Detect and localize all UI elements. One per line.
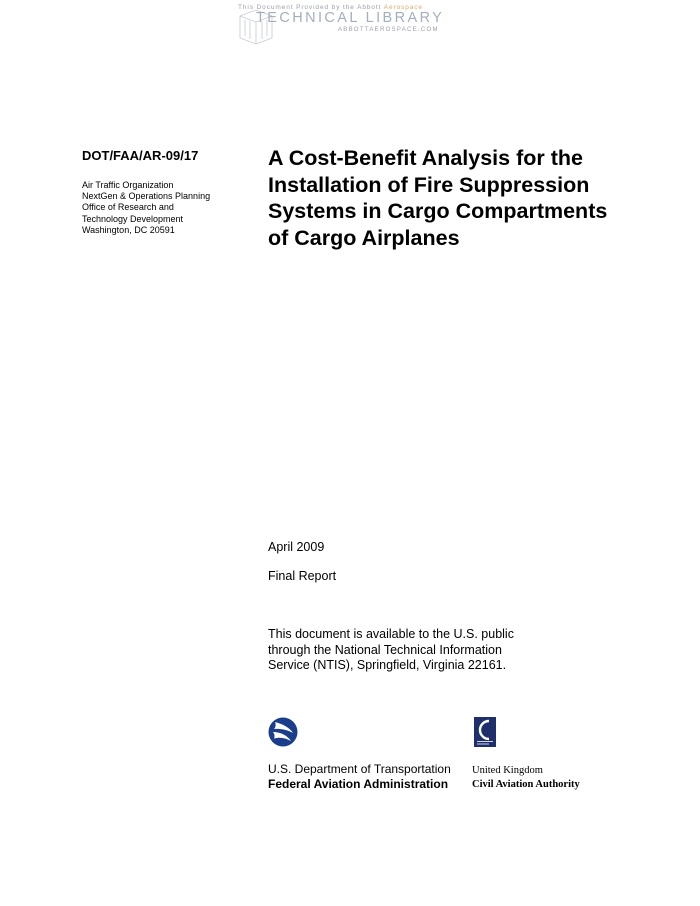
- watermark-url: ABBOTTAEROSPACE.COM: [338, 27, 439, 33]
- watermark-accent: Aerospace: [383, 4, 423, 11]
- organization-line: NextGen & Operations Planning: [82, 191, 211, 202]
- availability-line: This document is available to the U.S. public: [268, 627, 514, 641]
- uk-authority: Civil Aviation Authority: [472, 778, 580, 790]
- availability-statement: [268, 627, 514, 674]
- title-line: of Cargo Airplanes: [268, 225, 460, 250]
- caa-logo-icon: [474, 717, 496, 747]
- watermark: [232, 2, 454, 46]
- watermark-brand: Abbott: [357, 4, 382, 11]
- document-title: [268, 145, 607, 251]
- organization-line: Technology Development: [82, 213, 184, 224]
- title-line: Installation of Fire Suppression: [268, 172, 590, 197]
- dot-logo-icon: [268, 717, 298, 747]
- watermark-technical-library: TECHNICAL LIBRARY: [256, 10, 445, 26]
- availability-line: Service (NTIS), Springfield, Virginia 22161.: [268, 658, 507, 673]
- availability-line: through the National Technical Information: [268, 642, 502, 657]
- organization-line: Washington, DC 20591: [82, 224, 175, 235]
- organization-line: Office of Research and: [82, 202, 174, 213]
- title-line: A Cost-Benefit Analysis for the: [268, 146, 583, 170]
- organization-line: Air Traffic Organization: [82, 180, 174, 190]
- uk-agency: [472, 764, 580, 791]
- report-type: Final Report: [268, 569, 337, 583]
- us-administration: Federal Aviation Administration: [268, 776, 449, 791]
- us-agency: [268, 762, 451, 791]
- report-date: April 2009: [268, 540, 325, 554]
- organization-block: [82, 180, 210, 236]
- us-department: U.S. Department of Transportation: [268, 762, 451, 776]
- title-line: Systems in Cargo Compartments: [268, 199, 608, 223]
- uk-country: United Kingdom: [472, 765, 543, 776]
- report-number: DOT/FAA/AR-09/17: [82, 148, 199, 163]
- watermark-prefix: This Document Provided by the: [238, 4, 355, 11]
